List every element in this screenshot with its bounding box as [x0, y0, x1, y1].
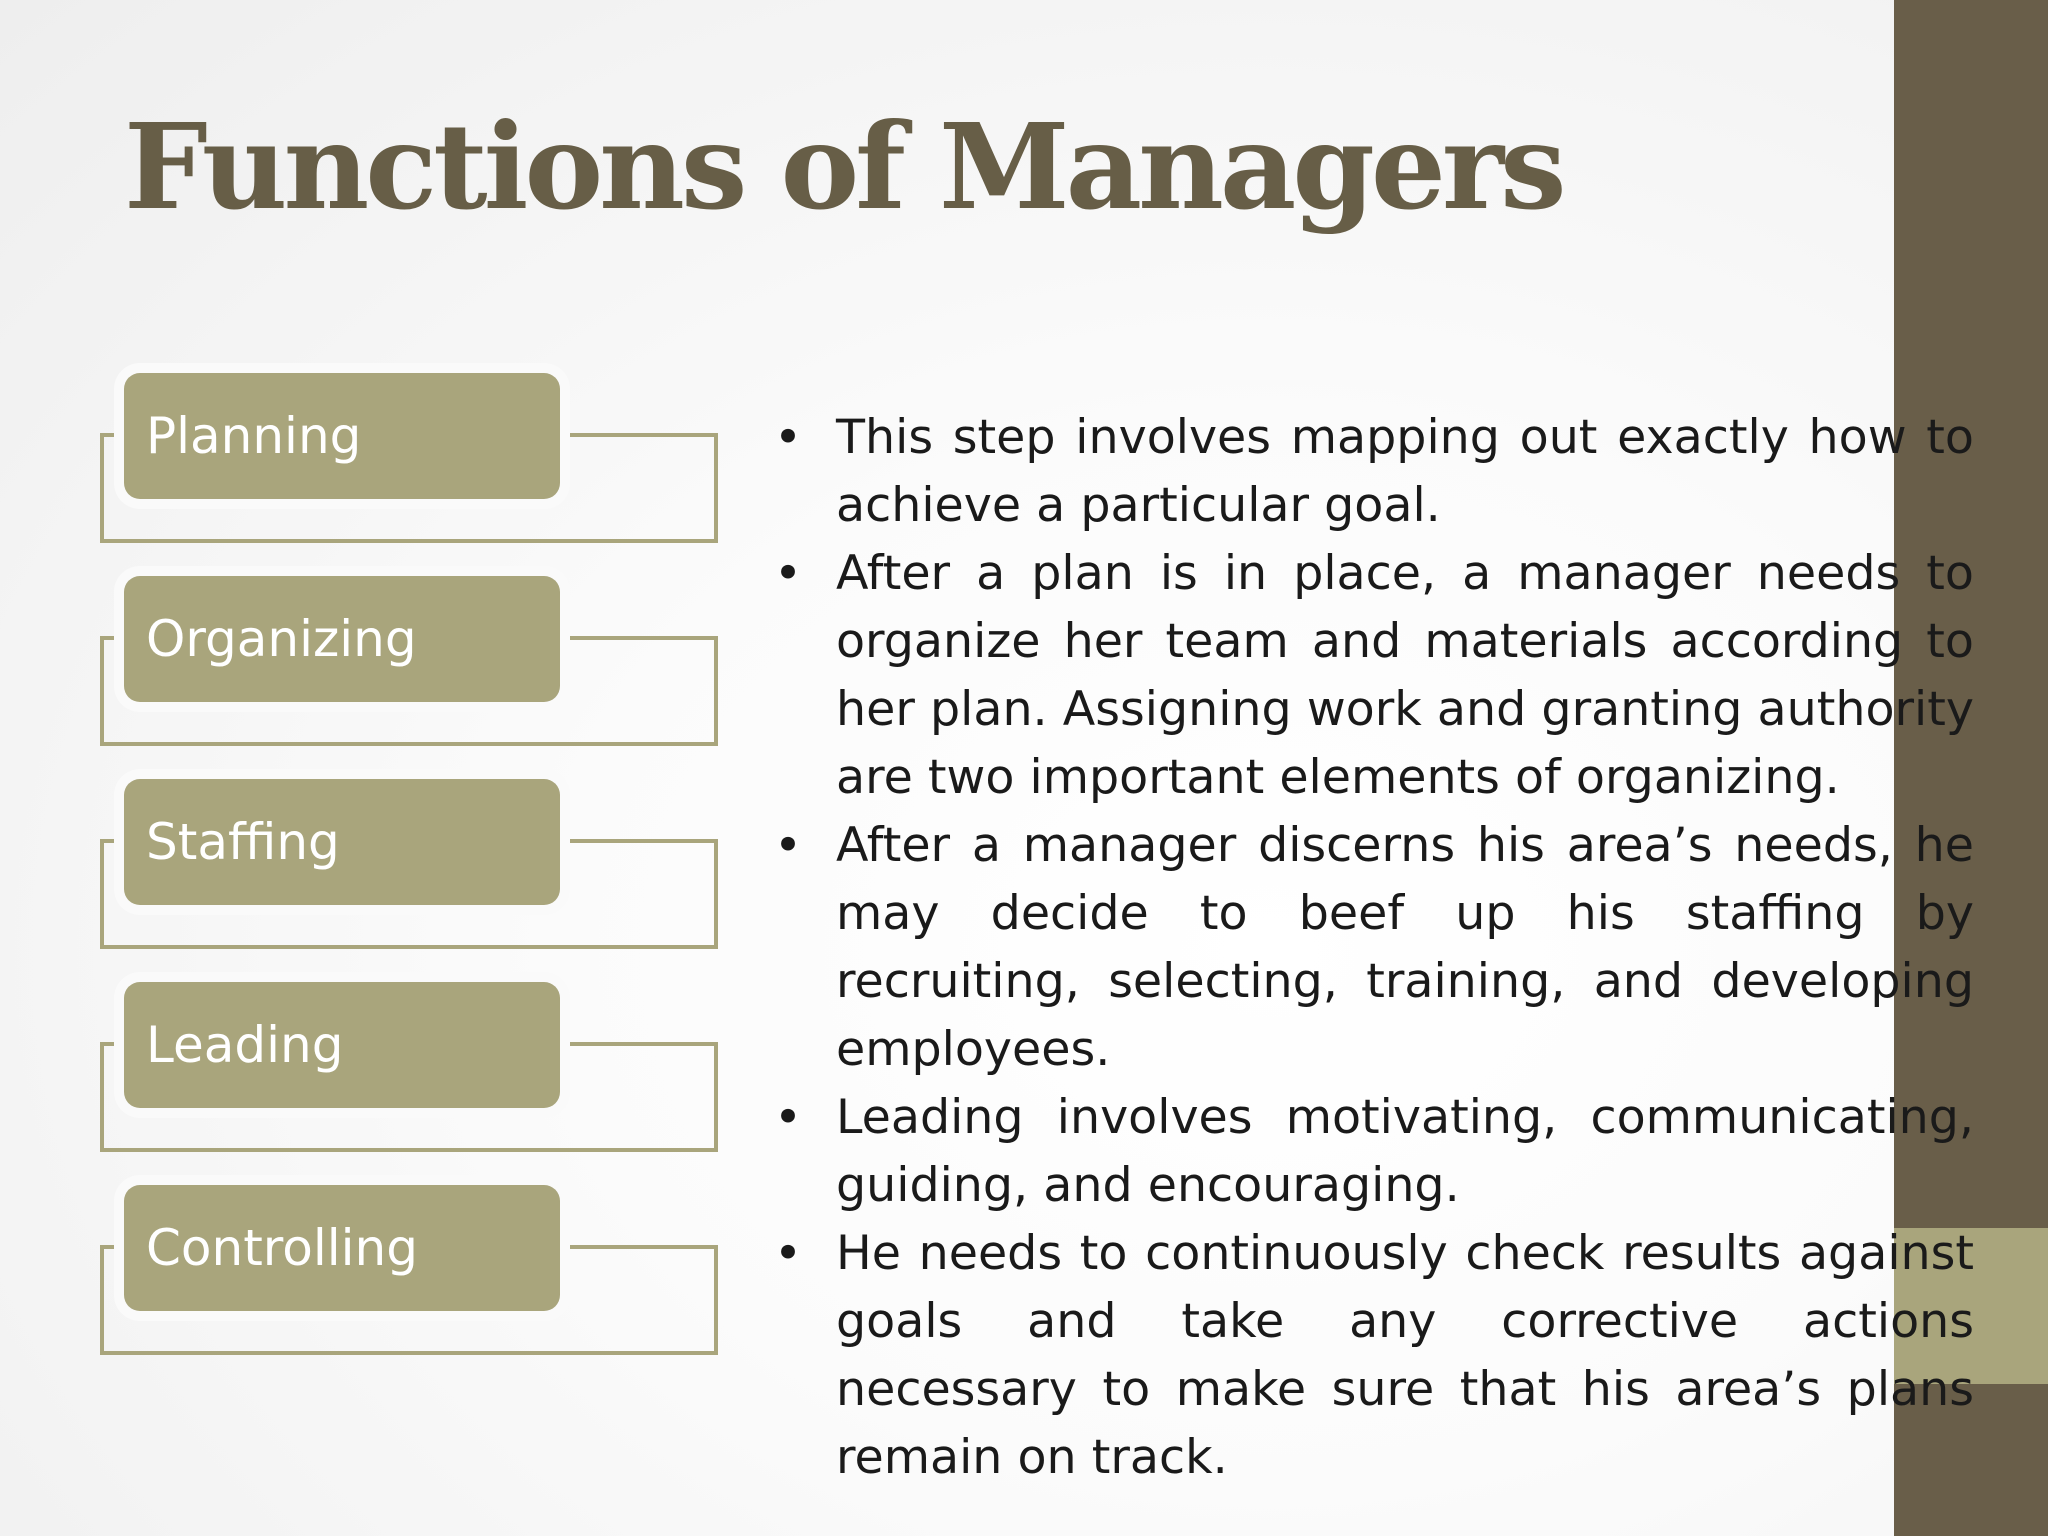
- function-box: [124, 982, 560, 1108]
- bullet-text: He needs to continuously check results against goals and take any corrective actions necessary to make sure that his area’s plans remain on track.: [836, 1226, 1974, 1485]
- function-box: [124, 1185, 560, 1311]
- slide-title: Functions of Managers: [124, 97, 1563, 236]
- bullet-marker: •: [774, 1226, 803, 1281]
- function-label: Controlling: [146, 1219, 418, 1277]
- function-leading: [0, 982, 760, 1158]
- bullet-marker: •: [774, 410, 803, 465]
- function-organizing: [0, 576, 760, 752]
- bullet-list: [768, 404, 1974, 1492]
- function-box: [124, 779, 560, 905]
- bullet-marker: •: [774, 818, 803, 873]
- function-label: Leading: [146, 1016, 344, 1074]
- function-label: Staffing: [146, 813, 340, 871]
- bullet-marker: •: [774, 1090, 803, 1145]
- bullet-item-controlling: [768, 1220, 1974, 1492]
- function-label: Planning: [146, 407, 362, 465]
- bullet-text: After a plan is in place, a manager needs to organize her team and materials according to her plan. Assigning work and granting authority are two important elements of organizing.: [836, 546, 1974, 805]
- bullet-marker: •: [774, 546, 803, 601]
- bullet-text: After a manager discerns his area’s needs, he may decide to beef up his staffing by recruiting, selecting, training, and developing employees.: [836, 818, 1974, 1077]
- function-staffing: [0, 779, 760, 955]
- bullet-item-staffing: [768, 812, 1974, 1084]
- function-label: Organizing: [146, 610, 417, 668]
- bullet-item-planning: [768, 404, 1974, 540]
- function-controlling: [0, 1185, 760, 1361]
- function-box: [124, 373, 560, 499]
- bullet-item-organizing: [768, 540, 1974, 812]
- function-planning: [0, 373, 760, 549]
- bullet-text: This step involves mapping out exactly how to achieve a particular goal.: [836, 410, 1974, 533]
- bullet-item-leading: [768, 1084, 1974, 1220]
- function-box: [124, 576, 560, 702]
- bullet-text: Leading involves motivating, communicating, guiding, and encouraging.: [836, 1090, 1974, 1213]
